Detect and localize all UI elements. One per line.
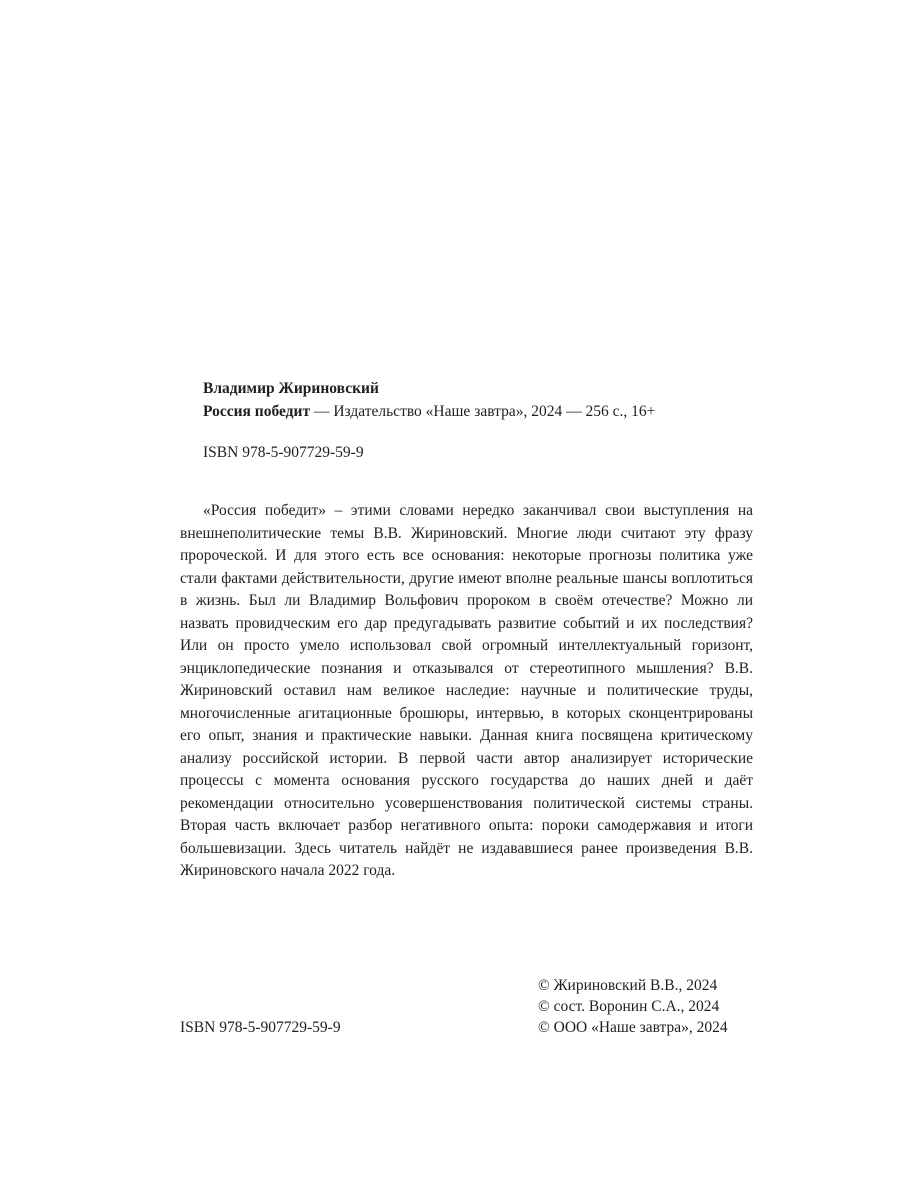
copyright-block <box>538 975 728 1038</box>
isbn-footer: ISBN 978-5-907729-59-9 <box>180 1019 341 1036</box>
author-name: Владимир Жириновский <box>203 380 379 397</box>
bibliographic-record <box>203 377 763 423</box>
publication-details: — Издательство «Наше завтра», 2024 — 256 с., 16+ <box>310 403 656 420</box>
book-title: Россия победит <box>203 403 311 420</box>
copyright-compiler: © сост. Воронин С.А., 2024 <box>538 998 720 1015</box>
book-annotation: «Россия победит» – этими словами нередко заканчивал свои выступления на внешнеполитические темы В.В. Жириновский. Многие люди считают эту фразу пророческой. И для этого есть все основания: некоторые прогнозы политика уже стали фактами действительности, другие имеют вполне реальные шансы воплотиться в жизнь. Был ли Владимир Вольфович пророком в своём отечестве? Можно ли назвать провидческим его дар предугадывать развитие событий и их последствия? Или он просто умело использовал свой огромный интеллектуальный горизонт, энциклопедические познания и отказывался от стереотипного мышления? В.В. Жириновский оставил нам великое наследие: научные и политические труды, многочисленные агитационные брошюры, интервью, в которых сконцентрированы его опыт, знания и практические навыки. Данная книга посвящена критическому анализу российской истории. В первой части автор анализирует исторические процессы с момента основания русского государства до наших дней и даёт рекомендации относительно усовершенствования политической системы страны. Вторая часть включает разбор негативного опыта: пороки самодержавия и итоги большевизации. Здесь читатель найдёт не издававшиеся ранее произведения В.В. Жириновского начала 2022 года. <box>180 502 753 879</box>
copyright-publisher: © ООО «Наше завтра», 2024 <box>538 1019 728 1036</box>
title-line <box>203 400 763 423</box>
copyright-author: © Жириновский В.В., 2024 <box>538 977 718 994</box>
isbn-record: ISBN 978-5-907729-59-9 <box>203 444 364 461</box>
